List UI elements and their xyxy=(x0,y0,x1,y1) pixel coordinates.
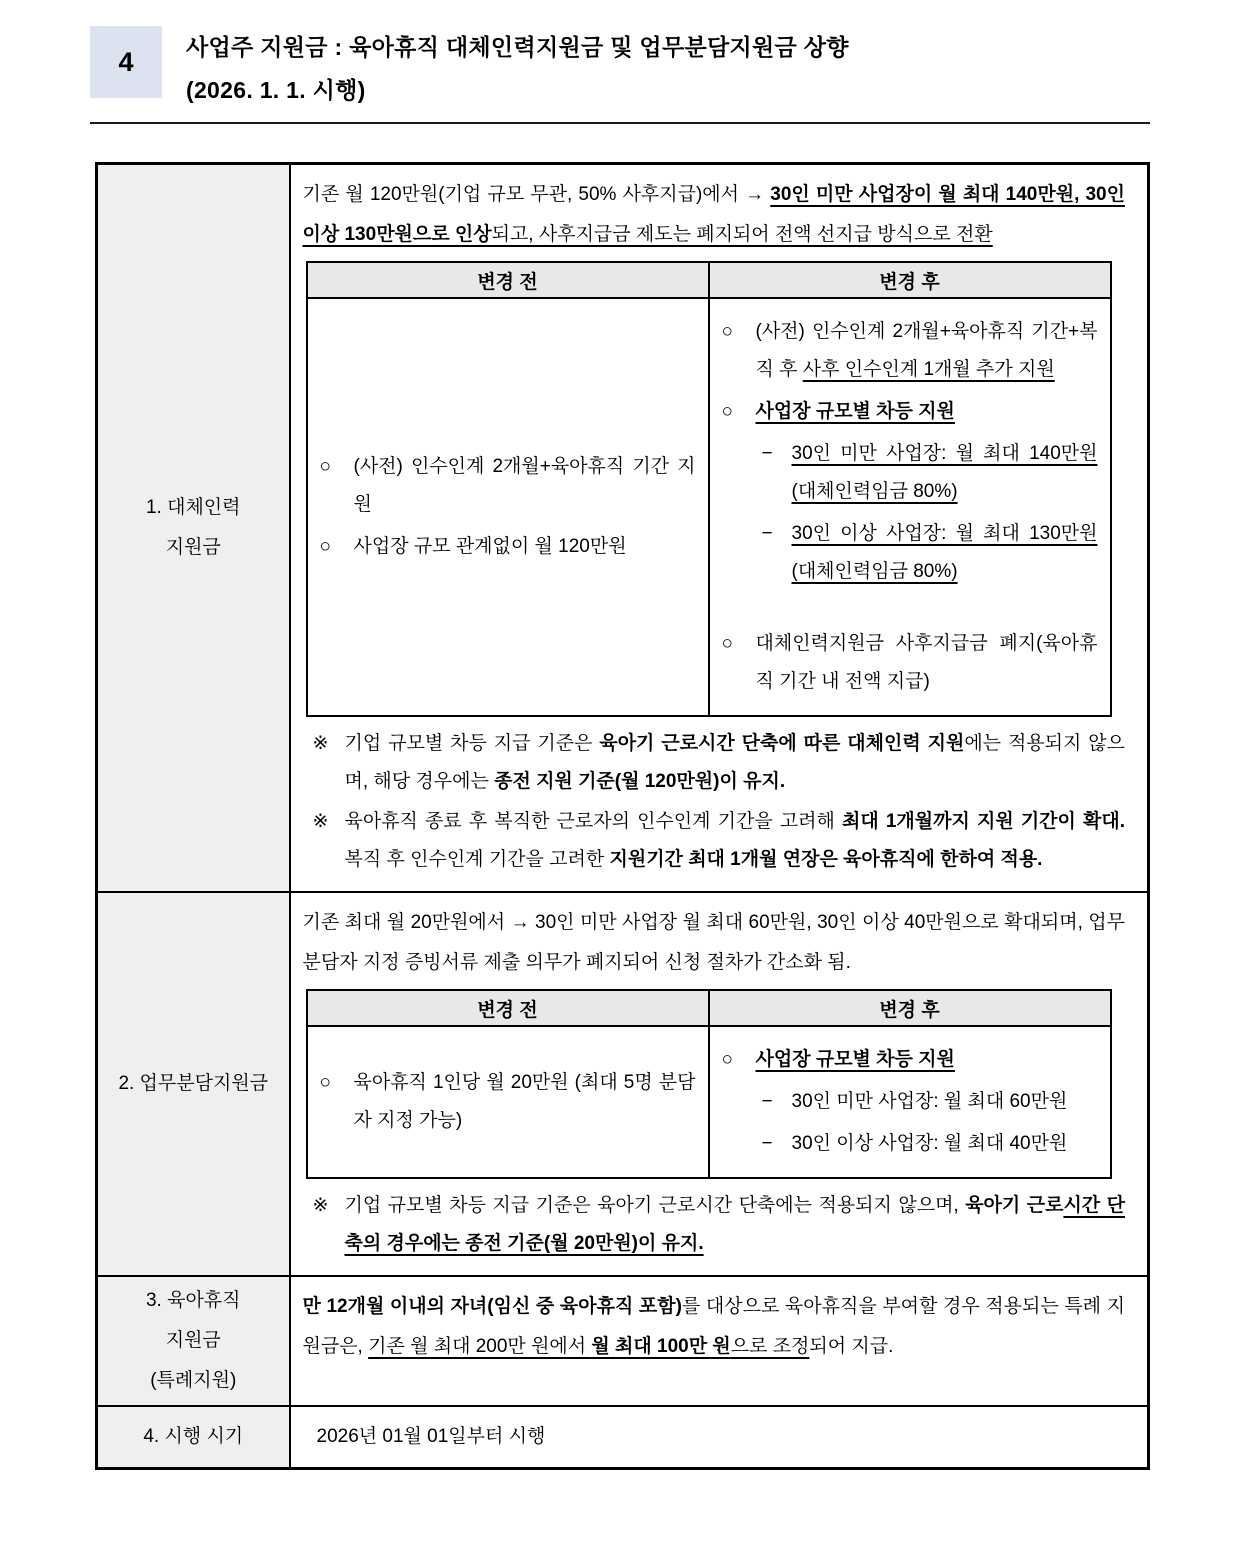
section-notes xyxy=(313,725,1126,879)
bullet-marker: ○ xyxy=(721,321,733,342)
list-item-text: 사업장 규모 관계없이 월 120만원 xyxy=(353,536,627,557)
bullet-marker: ○ xyxy=(721,401,733,422)
column-header-before: 변경 전 xyxy=(307,990,709,1026)
section-number-badge: 4 xyxy=(90,26,162,98)
bullet-marker: ○ xyxy=(721,633,733,654)
bullet-marker: ○ xyxy=(319,456,331,477)
list-item-text: 30인 이상 사업장: 월 최대 40만원 xyxy=(791,1133,1068,1154)
before-cell xyxy=(307,1026,709,1178)
list-item xyxy=(320,448,696,524)
title-line-1: 사업주 지원금 : 육아휴직 대체인력지원금 및 업무분담지원금 상향 xyxy=(186,34,849,60)
section-intro: 기존 최대 월 20만원에서 → 30인 미만 사업장 월 최대 60만원, 30인 이상 40만원으로 확대되며, 업무분담자 지정 증빙서류 제출 의무가 폐지되어 신청 절차가 간소화 됨. xyxy=(302,912,1125,973)
note-text: 육아휴직 종료 후 복직한 근로자의 인수인계 기간을 고려해 최대 1개월까지 지원 기간이 확대. 복직 후 인수인계 기간을 고려한 지원기간 최대 1개월 연장은 육아휴직에 한하여 적용. xyxy=(344,811,1125,870)
list-item xyxy=(722,313,1098,389)
row-label-line: 3. 육아휴직 xyxy=(145,1290,241,1311)
list-item-text: 30인 이상 사업장: 월 최대 130만원(대체인력임금 80%) xyxy=(791,523,1098,582)
row-content-replacement-support xyxy=(290,164,1149,893)
list-subitem xyxy=(762,1125,1098,1163)
list-item xyxy=(320,1064,696,1140)
bullet-marker: ○ xyxy=(721,1049,733,1070)
note-item xyxy=(313,803,1126,879)
effective-date-text: 2026년 01월 01일부터 시행 xyxy=(316,1426,546,1447)
table-row-effective-date xyxy=(97,1406,1149,1469)
dash-marker: − xyxy=(761,443,773,464)
row-label-line: 4. 시행 시기 xyxy=(143,1426,244,1447)
row-content-effective-date xyxy=(290,1406,1149,1469)
title-line-2: (2026. 1. 1. 시행) xyxy=(186,77,366,103)
note-marker: ※ xyxy=(312,811,329,832)
list-item-text: (사전) 인수인계 2개월+육아휴직 기간 지원 xyxy=(353,456,696,515)
document-title xyxy=(186,26,849,112)
list-item-text: 30인 미만 사업장: 월 최대 60만원 xyxy=(791,1091,1068,1112)
before-cell xyxy=(307,298,709,716)
list-item-text: 30인 미만 사업장: 월 최대 140만원(대체인력임금 80%) xyxy=(791,443,1098,502)
table-row-workshare-support xyxy=(97,892,1149,1276)
list-item xyxy=(320,528,696,566)
note-marker: ※ xyxy=(312,1195,329,1216)
note-item xyxy=(313,725,1126,801)
list-item-text: 육아휴직 1인당 월 20만원 (최대 5명 분담자 지정 가능) xyxy=(353,1072,696,1131)
section-intro: 기존 월 120만원(기업 규모 무관, 50% 사후지급)에서 → 30인 미만 사업장이 월 최대 140만원, 30인 이상 130만원으로 인상되고, 사후지급금 제도는 폐지되어 전액 선지급 방식으로 전환 xyxy=(302,184,1125,245)
change-table-1 xyxy=(306,261,1112,717)
list-item-text: 대체인력지원금 사후지급금 폐지(육아휴직 기간 내 전액 지급) xyxy=(755,633,1098,692)
row-label-line: 1. 대체인력 xyxy=(145,497,241,518)
bullet-marker: ○ xyxy=(319,536,331,557)
column-header-after: 변경 후 xyxy=(709,990,1111,1026)
dash-marker: − xyxy=(761,1133,773,1154)
after-cell xyxy=(709,298,1111,716)
dash-marker: − xyxy=(761,523,773,544)
change-table-2 xyxy=(306,989,1112,1179)
change-table-header-row xyxy=(307,262,1111,298)
note-marker: ※ xyxy=(312,733,329,754)
list-subitem xyxy=(762,515,1098,591)
note-text: 기업 규모별 차등 지급 기준은 육아기 근로시간 단축에는 적용되지 않으며, 육아기 근로시간 단축의 경우에는 종전 기준(월 20만원)이 유지. xyxy=(344,1195,1125,1254)
column-header-before: 변경 전 xyxy=(307,262,709,298)
row-label-line: 2. 업무분담지원금 xyxy=(118,1073,269,1094)
list-item-text: (사전) 인수인계 2개월+육아휴직 기간+복직 후 사후 인수인계 1개월 추가 지원 xyxy=(755,321,1098,380)
change-table-header-row xyxy=(307,990,1111,1026)
list-item-text: 사업장 규모별 차등 지원 xyxy=(755,401,955,422)
table-row-special-support xyxy=(97,1276,1149,1406)
row-label-special-support xyxy=(97,1276,290,1406)
row-label-line: 지원금 xyxy=(165,1330,221,1351)
section-text: 만 12개월 이내의 자녀(임신 중 육아휴직 포함)를 대상으로 육아휴직을 부여할 경우 적용되는 특례 지원금은, 기존 월 최대 200만 원에서 월 최대 100만 원으로 조정되어 지급. xyxy=(302,1296,1125,1357)
list-item xyxy=(722,625,1098,701)
list-item-text: 사업장 규모별 차등 지원 xyxy=(755,1049,955,1070)
row-label-line: 지원금 xyxy=(165,537,221,558)
main-table xyxy=(95,162,1150,1470)
dash-marker: − xyxy=(761,1091,773,1112)
row-label-effective-date xyxy=(97,1406,290,1469)
document-header xyxy=(90,26,1150,124)
change-table-body-row xyxy=(307,1026,1111,1178)
row-content-workshare-support xyxy=(290,892,1149,1276)
section-notes xyxy=(313,1187,1126,1263)
change-table-body-row xyxy=(307,298,1111,716)
row-label-workshare-support xyxy=(97,892,290,1276)
after-cell xyxy=(709,1026,1111,1178)
note-text: 기업 규모별 차등 지급 기준은 육아기 근로시간 단축에 따른 대체인력 지원에는 적용되지 않으며, 해당 경우에는 종전 지원 기준(월 120만원)이 유지. xyxy=(344,733,1125,792)
row-label-replacement-support xyxy=(97,164,290,893)
table-row-replacement-support xyxy=(97,164,1149,893)
row-content-special-support xyxy=(290,1276,1149,1406)
list-subitem xyxy=(762,435,1098,511)
bullet-marker: ○ xyxy=(319,1072,331,1093)
list-subitem xyxy=(762,1083,1098,1121)
list-item xyxy=(722,393,1098,431)
column-header-after: 변경 후 xyxy=(709,262,1111,298)
list-item xyxy=(722,1041,1098,1079)
row-label-line: (특례지원) xyxy=(150,1370,237,1391)
note-item xyxy=(313,1187,1126,1263)
